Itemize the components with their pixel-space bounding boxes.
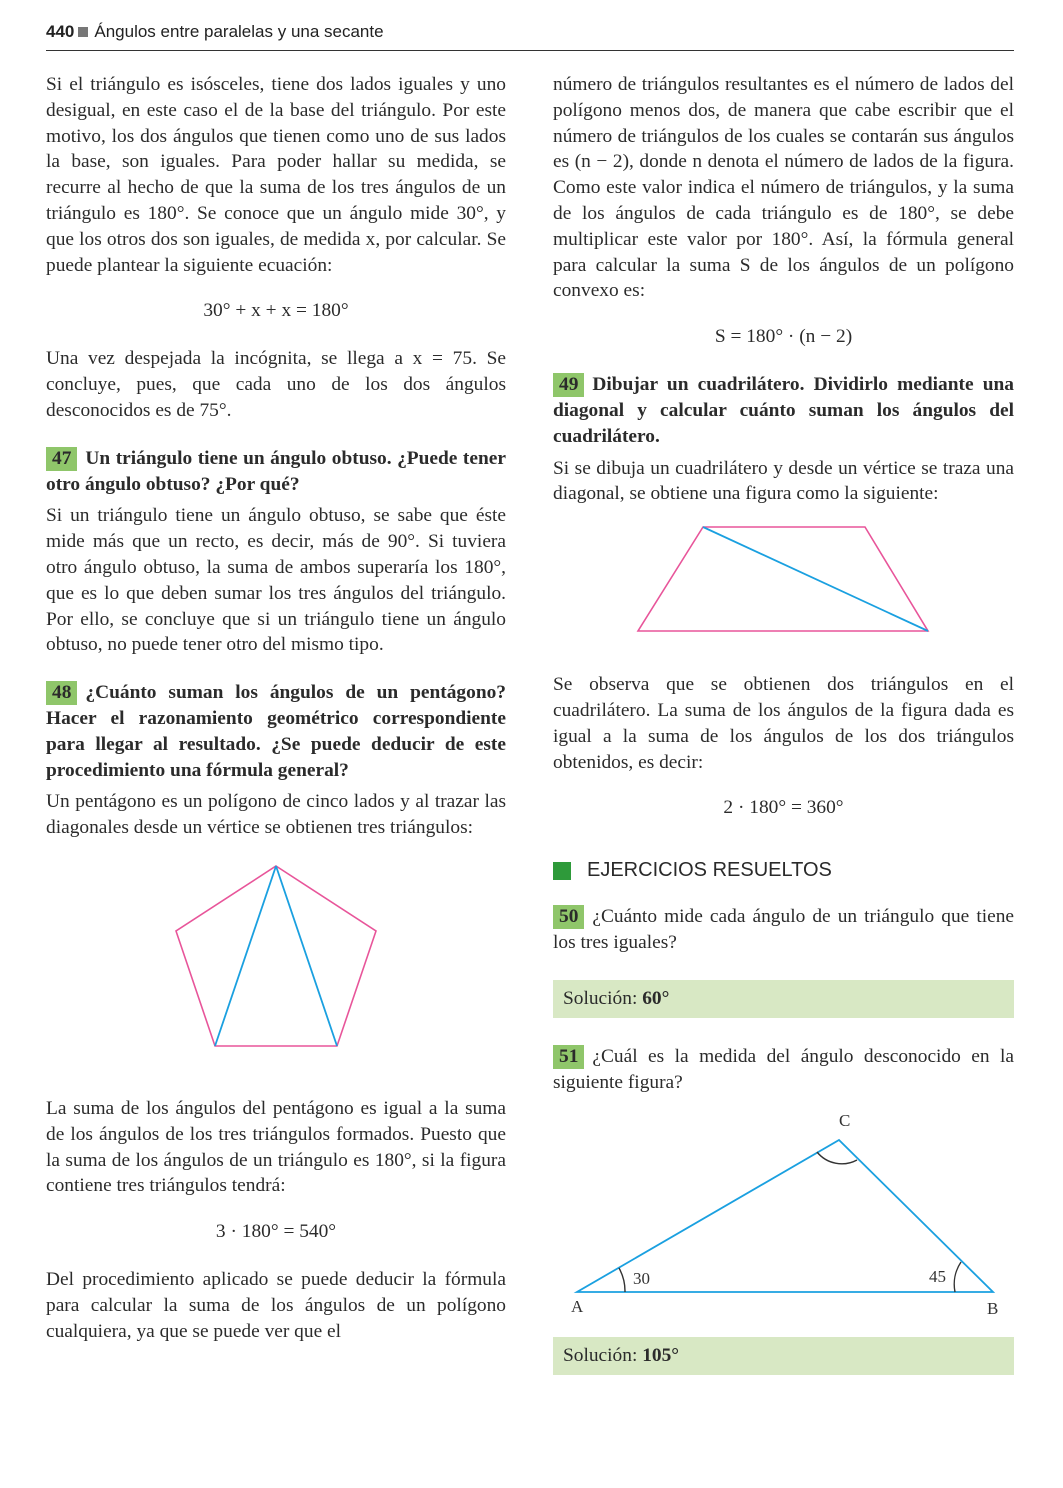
exercise-number: 51 (553, 1045, 584, 1069)
triangle-figure (553, 1096, 1014, 1326)
equation: 2 · 180° = 360° (723, 797, 844, 819)
angle-arc-a (619, 1268, 625, 1292)
question-51 (553, 1044, 1014, 1096)
angle-arc-c (817, 1152, 857, 1164)
right-column (553, 72, 1014, 1375)
vertex-label-b: B (987, 1298, 999, 1318)
paragraph: La suma de los ángulos del pentágono es igual a la suma de los ángulos de los tres triángulos formados. Puesto que la suma de los ángulos de un triángulo es 180°, si la figura contiene tres triángulos tendrá: (46, 1097, 506, 1197)
solution-value: 105° (642, 1344, 680, 1366)
angle-arc-b (954, 1262, 961, 1292)
quadrilateral-diagonal (703, 527, 928, 631)
question-48 (46, 680, 506, 783)
section-square-icon (553, 862, 571, 880)
paragraph: Si se dibuja un cuadrilátero y desde un vértice se traza una diagonal, se obtiene una figura como la siguiente: (553, 457, 1014, 505)
solution-label: Solución: (563, 987, 638, 1009)
header-title: Ángulos entre paralelas y una secante (94, 22, 384, 41)
quadrilateral-figure (553, 507, 1014, 667)
vertex-label-c: C (839, 1110, 851, 1130)
question-50 (553, 904, 1014, 956)
angle-label-b: 45 (929, 1266, 946, 1286)
question-text: ¿Cuánto mide cada ángulo de un triángulo que tiene los tres iguales? (553, 906, 1014, 954)
exercise-number: 47 (46, 447, 77, 471)
diagonal-right (276, 866, 337, 1046)
pentagon-outline (176, 866, 376, 1046)
diagonal-left (215, 866, 276, 1046)
section-heading (553, 859, 1014, 882)
question-text: Un triángulo tiene un ángulo obtuso. ¿Puede tener otro ángulo obtuso? ¿Por qué? (46, 447, 506, 495)
question-49 (553, 372, 1014, 449)
paragraph: Un pentágono es un polígono de cinco lados y al trazar las diagonales desde un vértice se obtienen tres triángulos: (46, 791, 506, 839)
paragraph: número de triángulos resultantes es el número de lados del polígono menos dos, de manera que cabe escribir que el número de triángulos de los cuales se contarán sus ángulos es (n − 2), donde n denota el número de lados de la figura. Como este valor indica el número de triángulos, y la suma de los ángulos de cada triángulo es de 180°, se debe multiplicar este valor por 180°. Así, la fórmula general para calcular la suma S de los ángulos de un polígono convexo es: (553, 74, 1014, 302)
exercise-number: 50 (553, 905, 584, 929)
question-47 (46, 446, 506, 498)
page-number: 440 (46, 22, 75, 41)
section-title: EJERCICIOS RESUELTOS (587, 859, 832, 882)
paragraph: Del procedimiento aplicado se puede deducir la fórmula para calcular la suma de los ángulos de un polígono cualquiera, ya que se puede ver que el (46, 1269, 506, 1342)
solution-box-51 (553, 1337, 1014, 1375)
paragraph: Se observa que se obtienen dos triángulos en el cuadrilátero. La suma de los ángulos de la figura dada es igual a la suma de los ángulos de los dos triángulos obtenidos, es decir: (553, 674, 1014, 773)
page-header (46, 22, 1014, 51)
equation: 3 · 180° = 540° (215, 1221, 337, 1243)
paragraph: Si el triángulo es isósceles, tiene dos lados iguales y uno desigual, en este caso el de la base del triángulo. Por este motivo, los dos ángulos que tienen como uno de sus lados la base, son iguales. Para poder hallar su medida, se recurre al hecho de que la suma de los tres ángulos de un triángulo es 180°. Se conoce que un ángulo mide 30°, y que los otros dos son iguales, de medida x, por calcular. Se puede plantear la siguiente ecuación: (46, 74, 506, 276)
solution-label: Solución: (563, 1344, 638, 1366)
exercise-number: 49 (553, 373, 584, 397)
exercise-number: 48 (46, 681, 77, 705)
question-text: Dibujar un cuadrilátero. Dividirlo mediante una diagonal y calcular cuánto suman los ángulos del cuadrilátero. (553, 374, 1014, 447)
quadrilateral-outline (638, 527, 928, 631)
pentagon-figure (46, 841, 506, 1091)
vertex-label-a: A (571, 1296, 584, 1316)
angle-label-a: 30 (633, 1268, 650, 1288)
paragraph: Si un triángulo tiene un ángulo obtuso, se sabe que éste mide más que un recto, es decir, más de 90°. Si tuviera otro ángulo obtuso, la suma de ambos superaría los 180°, que es lo que deben sumar los tres ángulos del triángulo. Por ello, se concluye que si un triángulo tiene un ángulo obtuso, no puede tener otro del mismo tipo. (46, 505, 506, 656)
question-text: ¿Cuánto suman los ángulos de un pentágono? Hacer el razonamiento geométrico correspondiente para llegar al resultado. ¿Se puede deducir de este procedimiento una fórmula general? (46, 682, 506, 781)
paragraph: Una vez despejada la incógnita, se llega a x = 75. Se concluye, pues, que cada uno de los dos ángulos desconocidos es de 75°. (46, 348, 506, 421)
equation: 30° + x + x = 180° (203, 300, 349, 322)
left-column (46, 72, 506, 1345)
question-text: ¿Cuál es la medida del ángulo desconocido en la siguiente figura? (553, 1045, 1014, 1093)
header-square-icon (78, 27, 88, 37)
solution-box-50 (553, 980, 1014, 1018)
solution-value: 60° (642, 987, 670, 1009)
equation: S = 180° · (n − 2) (714, 326, 853, 348)
